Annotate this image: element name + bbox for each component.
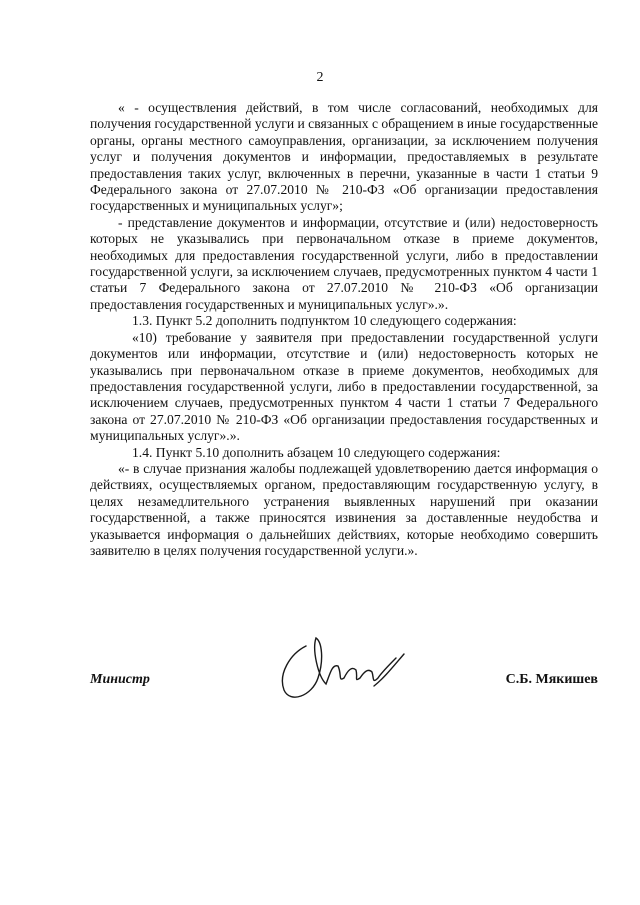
signatory-name: С.Б. Мякишев xyxy=(505,672,598,687)
paragraph-item-1-4: 1.4. Пункт 5.10 дополнить абзацем 10 следующего содержания: xyxy=(132,444,501,460)
paragraph-approval-actions: « - осуществления действий, в том числе согласований, необходимых для получения государственной услуги и связанных с обращением в иные государственные органы, органы местного самоуправления, организации, за исключением получения услуг и получения документов и информации, предоставляемых в результате предоставления таких услуг, включенных в перечни, указанные в части 1 статьи 9 Федерального закона от 27.07.2010 № 210-ФЗ «Об организации предоставления государственных и муниципальных услуг»; xyxy=(90,100,598,214)
paragraph-subitem-10: «10) требование у заявителя при предоставлении государственной услуги документов или информации, отсутствие и (или) недостоверность которых не указывались при первоначальном отказе в приеме документов, необходимых для предоставления государственной услуги, либо в предоставлении государственной, за исключением случаев, предусмотренных пунктом 4 части 1 статьи 7 Федерального закона от 27.07.2010 № 210-ФЗ «Об организации предоставления государственных и муниципальных услуг».». xyxy=(90,329,598,444)
page-number: 2 xyxy=(316,70,324,85)
signature-block xyxy=(90,672,598,702)
signatory-title: Министр xyxy=(90,672,150,687)
document-body xyxy=(90,100,598,559)
paragraph-item-1-3: 1.3. Пункт 5.2 дополнить подпунктом 10 следующего содержания: xyxy=(132,313,517,329)
paragraph-document-submission: - представление документов и информации, отсутствие и (или) недостоверность которых не указывались при первоначальном отказе в приеме документов, необходимых для предоставления государственной услуги, либо в предоставлении государственной услуги, за исключением случаев, предусмотренных пунктом 4 части 1 статьи 7 Федерального закона от 27.07.2010 № 210-ФЗ «Об организации предоставления государственных и муниципальных услуг».». xyxy=(90,214,598,312)
paragraph-complaint-satisfaction: «- в случае признания жалобы подлежащей удовлетворению дается информация о действиях, осуществляемых органом, предоставляющим государственную услугу, в целях незамедлительного устранения выявленных нарушений при оказании государственной, а также приносятся извинения за доставленные неудобства и указывается информация о дальнейших действиях, которые необходимо совершить заявителю в целях получения государственной услуги.». xyxy=(90,460,598,558)
